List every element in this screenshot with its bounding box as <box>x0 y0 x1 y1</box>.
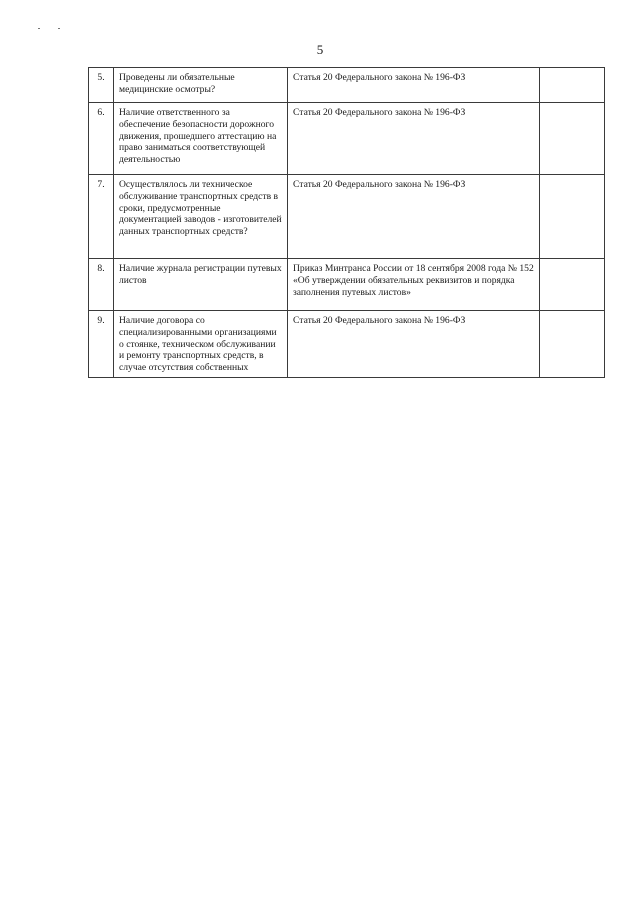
row-question: Проведены ли обязательные медицинские осмотры? <box>114 68 288 103</box>
table-row <box>89 259 605 311</box>
row-number: 9. <box>89 311 114 378</box>
row-number: 6. <box>89 103 114 175</box>
row-legal-basis: Приказ Минтранса России от 18 сентября 2008 года № 152 «Об утверждении обязательных реквизитов и порядка заполнения путевых листов» <box>288 259 540 311</box>
page-number: 5 <box>316 42 324 57</box>
row-question: Осуществлялось ли техническое обслуживание транспортных средств в сроки, предусмотренные документацией заводов - изготовителей данных транспортных средств? <box>114 175 288 259</box>
row-legal-basis: Статья 20 Федерального закона № 196-ФЗ <box>288 311 540 378</box>
row-empty-cell <box>540 68 605 103</box>
scan-artifact <box>38 28 40 29</box>
row-number: 7. <box>89 175 114 259</box>
row-legal-basis: Статья 20 Федерального закона № 196-ФЗ <box>288 68 540 103</box>
scan-artifact <box>58 28 60 29</box>
table-row <box>89 68 605 103</box>
row-empty-cell <box>540 175 605 259</box>
row-empty-cell <box>540 259 605 311</box>
table-row <box>89 175 605 259</box>
checklist-table <box>88 67 605 378</box>
table-row <box>89 311 605 378</box>
row-empty-cell <box>540 311 605 378</box>
row-question: Наличие журнала регистрации путевых листов <box>114 259 288 311</box>
row-number: 8. <box>89 259 114 311</box>
row-question: Наличие договора со специализированными организациями о стоянке, техническом обслуживании и ремонту транспортных средств, в случае отсутствия собственных <box>114 311 288 378</box>
table-row <box>89 103 605 175</box>
row-legal-basis: Статья 20 Федерального закона № 196-ФЗ <box>288 175 540 259</box>
row-empty-cell <box>540 103 605 175</box>
row-number: 5. <box>89 68 114 103</box>
row-legal-basis: Статья 20 Федерального закона № 196-ФЗ <box>288 103 540 175</box>
row-question: Наличие ответственного за обеспечение безопасности дорожного движения, прошедшего аттестацию на право заниматься соответствующей деятельностью <box>114 103 288 175</box>
